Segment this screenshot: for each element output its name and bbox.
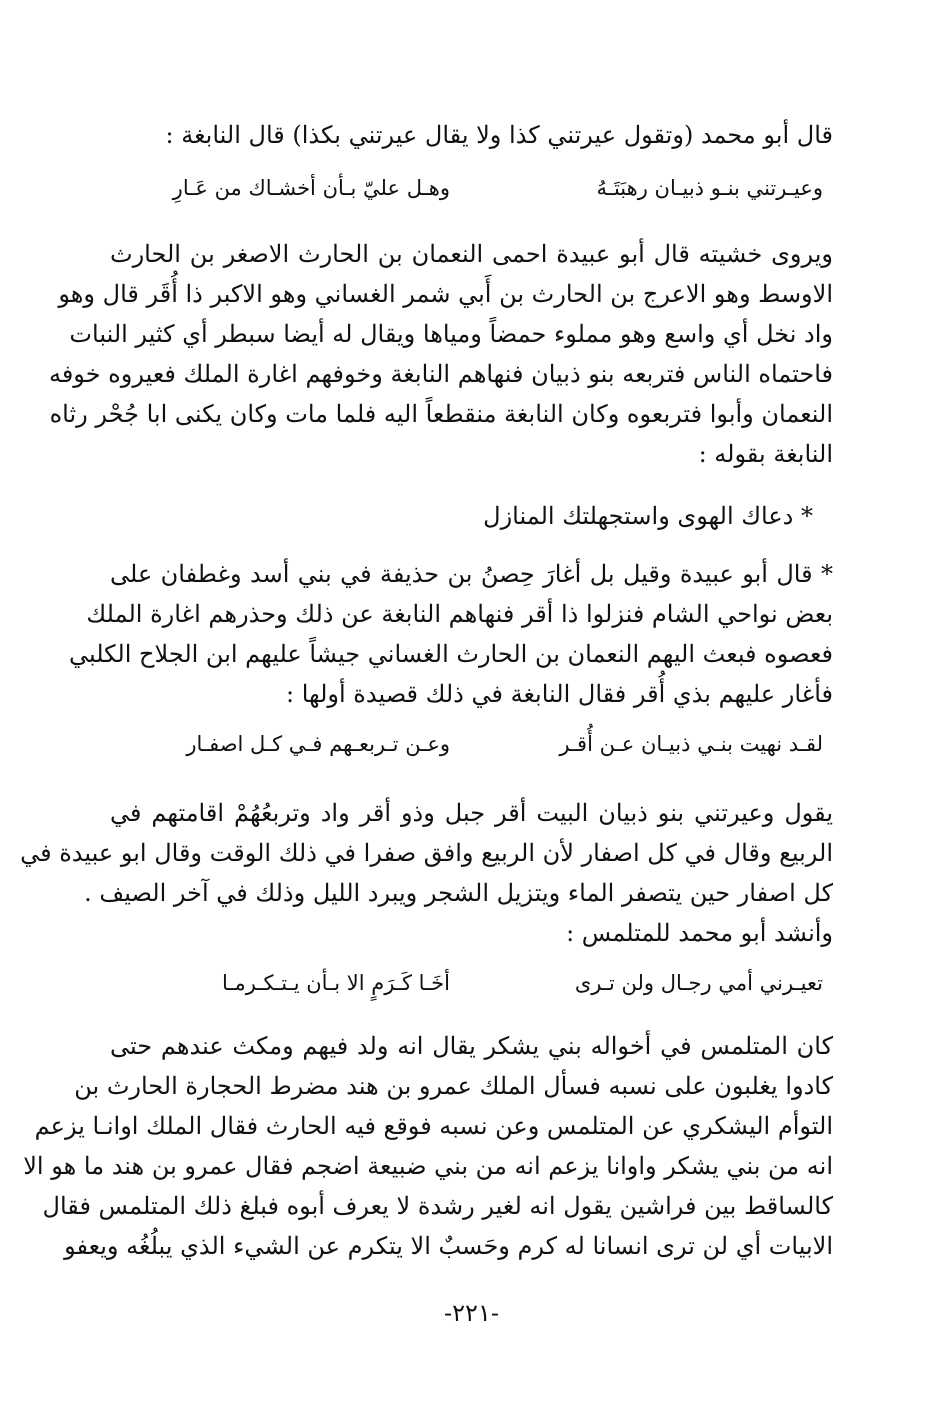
text-line: الابيات أي لن ترى انسانا له كرم وحَسبٌ الا يتكرم عن الشيء الذي يبلُغُه ويعفو: [64, 1232, 833, 1260]
text-line: الربيع وقال في كل اصفار لأن الربيع وافق صفرا في ذلك الوقت وقال ابو عبيدة في: [20, 839, 833, 867]
paragraph-1: [48, 234, 833, 474]
verse-first-hemistich: وعيـرتني بنـو ذبيـان رهبَتَـهُ: [596, 176, 823, 200]
text-line: ويروى خشيته قال أبو عبيدة احمى النعمان بن الحارث الاصغر بن الحارث: [110, 240, 833, 268]
text-line: النعمان وأبوا فتربعوه وكان النابغة منقطعاً اليه فلما مات وكان يكنى ابا جُحْر رثاه: [49, 400, 833, 428]
text-line: يقول وعيرتني بنو ذبيان البيت أقر جبل وذو أقر واد وتربعُهُمْ اقامتهم في: [110, 799, 833, 827]
text-line: كل اصفار حين يتصفر الماء ويتزيل الشجر ويبرد الليل وذلك في آخر الصيف .: [84, 879, 833, 907]
text-line: واد نخل أي واسع وهو مملوء حمضاً ومياها ويقال له أيضا سبطر أي كثير النبات: [69, 320, 833, 348]
text-line: الاوسط وهو الاعرج بن الحارث بن أَبي شمر الغساني وهو الاكبر ذا أُقَر قال وهو: [58, 280, 833, 308]
verse-2: [120, 724, 823, 764]
text-line: فأغار عليهم بذي أُقر فقال النابغة في ذلك قصيدة أولها :: [286, 680, 833, 708]
paragraph-3: [20, 793, 833, 953]
text-line: انه من بني يشكر واوانا يزعم انه من بني ضبيعة اضجم فقال عمرو بن هند ما هو الا: [23, 1152, 833, 1180]
paragraph-2: [68, 554, 833, 714]
text-line: * قال أبو عبيدة وقيل بل أغارَ حِصنُ بن حذيفة في بني أسد وغطفان على: [110, 560, 833, 588]
verse-first-hemistich: لقـد نهيت بنـي ذبيـان عـن أُقـر: [559, 732, 823, 756]
text-line: قال أبو محمد (وتقول عيرتني كذا ولا يقال عيرتني بكذا) قال النابغة :: [165, 121, 833, 149]
verse-second-hemistich: وعـن تـربعـهم فـي كـل اصفـار: [186, 732, 450, 756]
text-line: * دعاك الهوى واستجهلتك المنازل: [483, 502, 813, 530]
text-line: كان المتلمس في أخواله بني يشكر يقال انه ولد فيهم ومكث عندهم حتى: [110, 1032, 833, 1060]
verse-3: [120, 963, 823, 1003]
page-number: -٢٢١-: [444, 1299, 499, 1327]
verse-1: [120, 168, 823, 208]
text-line: النابغة بقوله :: [698, 440, 833, 468]
paragraph-4: [23, 1026, 833, 1266]
text-line: فاحتماه الناس فتربعه بنو ذبيان فنهاهم النابغة وخوفهم اغارة الملك فعيروه خوفه: [48, 360, 833, 388]
text-line: كالساقط بين فراشين يقول انه لغير رشدة لا يعرف أبوه فبلغ ذلك المتلمس فقال: [42, 1192, 833, 1220]
text-line: فعصوه فبعث اليهم النعمان بن الحارث الغساني جيشاً عليهم ابن الجلاح الكلبي: [68, 640, 833, 668]
text-line: كادوا يغلبون على نسبه فسأل الملك عمرو بن هند مضرط الحجارة الحارث بن: [74, 1072, 833, 1100]
verse-first-hemistich: تعيـرني أمي رجـال ولن تـرى: [574, 971, 823, 995]
intro-paragraph: [110, 115, 833, 155]
text-line: وأنشد أبو محمد للمتلمس :: [566, 919, 833, 947]
verse-second-hemistich: أخَـا كَـرَمٍ الا بـأن يـتـكـرمـا: [221, 971, 450, 995]
star-heading: [110, 496, 833, 536]
text-line: بعض نواحي الشام فنزلوا ذا أقر فنهاهم النابغة عن ذلك وحذرهم اغارة الملك: [86, 600, 833, 628]
text-line: التوأم اليشكري عن المتلمس وعن نسبه فوقع فيه الحارث فقال الملك اوانـا يزعم: [34, 1112, 833, 1140]
verse-second-hemistich: وهـل عليّ بـأن أخشـاك من عَـارِ: [172, 176, 450, 200]
